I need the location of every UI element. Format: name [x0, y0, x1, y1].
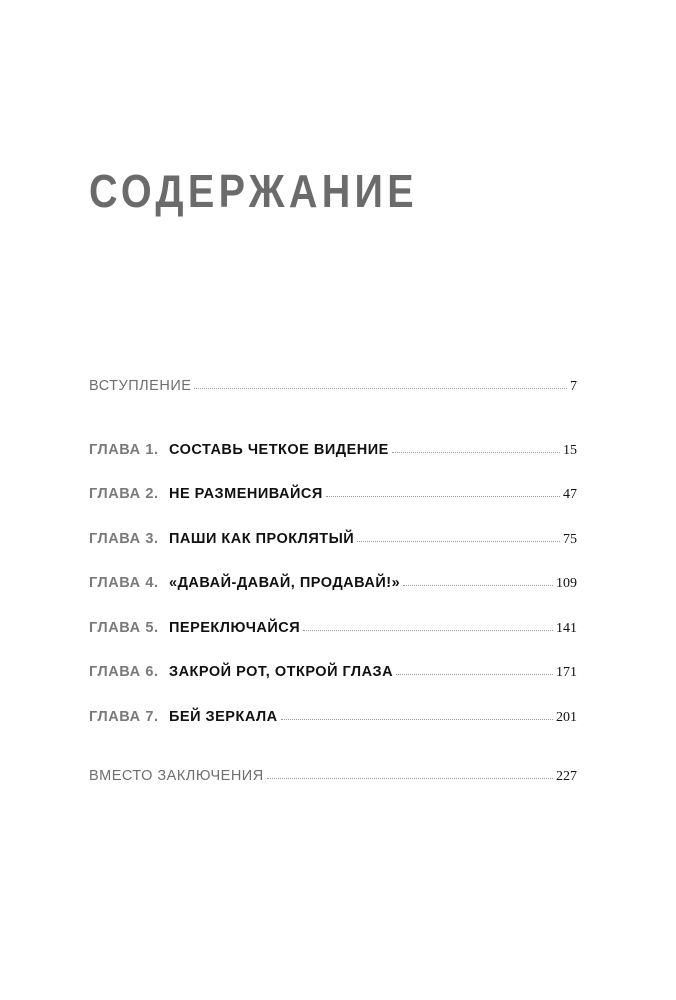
- dot-leader: [396, 673, 553, 675]
- dot-leader: [392, 451, 560, 453]
- chapter-number: ГЛАВА 6.: [89, 664, 159, 680]
- page-title: СОДЕРЖАНИЕ: [89, 165, 418, 217]
- chapter-number: ГЛАВА 2.: [89, 486, 159, 502]
- chapter-title: БЕЙ ЗЕРКАЛА: [169, 709, 278, 725]
- chapter-title: «ДАВАЙ-ДАВАЙ, ПРОДАВАЙ!»: [169, 575, 401, 591]
- dot-leader: [403, 584, 553, 586]
- toc-entry-chapter-2[interactable]: [89, 486, 577, 508]
- chapter-number: ГЛАВА 7.: [89, 709, 159, 725]
- dot-leader: [267, 777, 553, 779]
- toc-page-number: 47: [563, 487, 577, 502]
- chapter-title: НЕ РАЗМЕНИВАЙСЯ: [169, 486, 323, 502]
- toc-entry-label: ВМЕСТО ЗАКЛЮЧЕНИЯ: [89, 768, 264, 784]
- chapter-number: ГЛАВА 4.: [89, 575, 159, 591]
- dot-leader: [326, 495, 560, 497]
- toc-entry-chapter-1[interactable]: [89, 442, 577, 464]
- dot-leader: [357, 540, 560, 542]
- toc-entry-chapter-6[interactable]: [89, 664, 577, 686]
- toc-page-number: 15: [563, 443, 577, 458]
- chapter-title: ПЕРЕКЛЮЧАЙСЯ: [169, 620, 301, 636]
- dot-leader: [303, 629, 553, 631]
- chapter-title: ПАШИ КАК ПРОКЛЯТЫЙ: [169, 531, 355, 547]
- toc-page-number: 141: [556, 621, 577, 636]
- chapter-title: СОСТАВЬ ЧЕТКОЕ ВИДЕНИЕ: [169, 442, 389, 458]
- chapter-number: ГЛАВА 3.: [89, 531, 159, 547]
- toc-entry-label: ВСТУПЛЕНИЕ: [89, 378, 192, 394]
- toc-page-number: 75: [563, 532, 577, 547]
- toc-entry-intro[interactable]: [89, 378, 577, 400]
- toc-page-number: 227: [556, 769, 577, 784]
- toc-page-number: 7: [570, 379, 577, 394]
- dot-leader: [281, 718, 553, 720]
- toc-entry-chapter-7[interactable]: [89, 709, 577, 731]
- toc-entry-chapter-4[interactable]: [89, 575, 577, 597]
- toc-entry-outro[interactable]: [89, 768, 577, 790]
- chapter-number: ГЛАВА 5.: [89, 620, 159, 636]
- toc-page-number: 171: [556, 665, 577, 680]
- dot-leader: [194, 387, 567, 389]
- toc-page-number: 201: [556, 710, 577, 725]
- toc-page-number: 109: [556, 576, 577, 591]
- toc-entry-chapter-5[interactable]: [89, 620, 577, 642]
- toc-entry-chapter-3[interactable]: [89, 531, 577, 553]
- chapter-number: ГЛАВА 1.: [89, 442, 159, 458]
- chapter-title: ЗАКРОЙ РОТ, ОТКРОЙ ГЛАЗА: [169, 664, 394, 680]
